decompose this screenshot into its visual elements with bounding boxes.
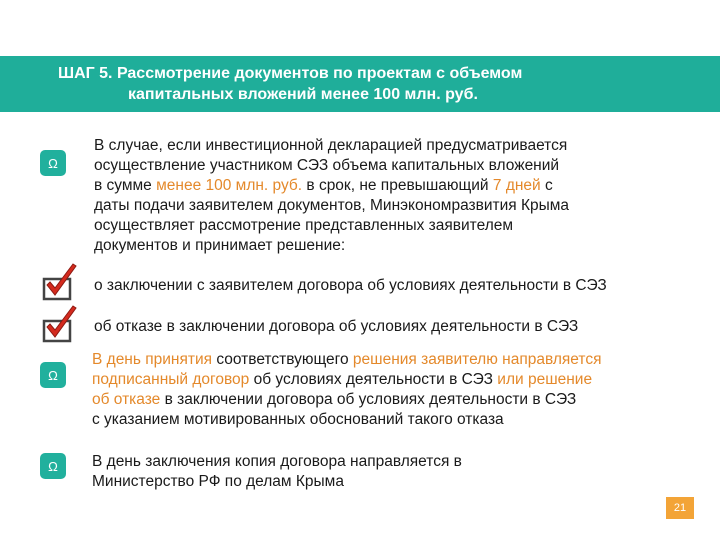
paragraph-copy-sent bbox=[92, 452, 462, 492]
paragraph-line: подписанный договор об условиях деятельности в СЭЗ или решение bbox=[92, 371, 593, 388]
checkmark-icon bbox=[40, 305, 80, 345]
bullet-badge-icon: Ω bbox=[40, 150, 66, 176]
paragraph-line: документов и принимает решение: bbox=[94, 237, 346, 254]
title-line-2: капитальных вложений менее 100 млн. руб. bbox=[128, 86, 478, 103]
paragraph-line: В день принятия соответствующего решения заявителю направляется bbox=[92, 351, 602, 368]
paragraph-sending-decision bbox=[92, 350, 601, 430]
title-line-1: ШАГ 5. Рассмотрение документов по проектам с объемом bbox=[58, 65, 523, 82]
paragraph-line: В случае, если инвестиционной декларацией предусматривается bbox=[94, 137, 568, 154]
decision-refuse: об отказе в заключении договора об условиях деятельности в СЭЗ bbox=[94, 318, 579, 335]
paragraph-line: осуществляет рассмотрение представленных заявителем bbox=[94, 217, 514, 234]
decision-conclude: о заключении с заявителем договора об условиях деятельности в СЭЗ bbox=[94, 277, 607, 294]
paragraph-line: об отказе в заключении договора об условиях деятельности в СЭЗ bbox=[92, 391, 577, 408]
paragraph-conditions bbox=[94, 136, 569, 256]
highlight-amount: менее 100 млн. руб. bbox=[156, 177, 303, 194]
paragraph-line: даты подачи заявителем документов, Минэкономразвития Крыма bbox=[94, 197, 570, 214]
paragraph-line: В день заключения копия договора направляется в bbox=[92, 453, 462, 470]
highlight-days: 7 дней bbox=[492, 177, 541, 194]
page-number: 21 bbox=[666, 497, 694, 519]
checkmark-icon bbox=[40, 263, 80, 303]
paragraph-line: с указанием мотивированных обоснований такого отказа bbox=[92, 411, 504, 428]
paragraph-line: осуществление участником СЭЗ объема капитальных вложений bbox=[94, 157, 560, 174]
bullet-badge-icon: Ω bbox=[40, 362, 66, 388]
paragraph-line: Министерство РФ по делам Крыма bbox=[92, 473, 344, 490]
paragraph-line: в сумме менее 100 млн. руб. в срок, не превышающий 7 дней с bbox=[94, 177, 553, 194]
title-banner bbox=[0, 56, 720, 112]
bullet-badge-icon: Ω bbox=[40, 453, 66, 479]
